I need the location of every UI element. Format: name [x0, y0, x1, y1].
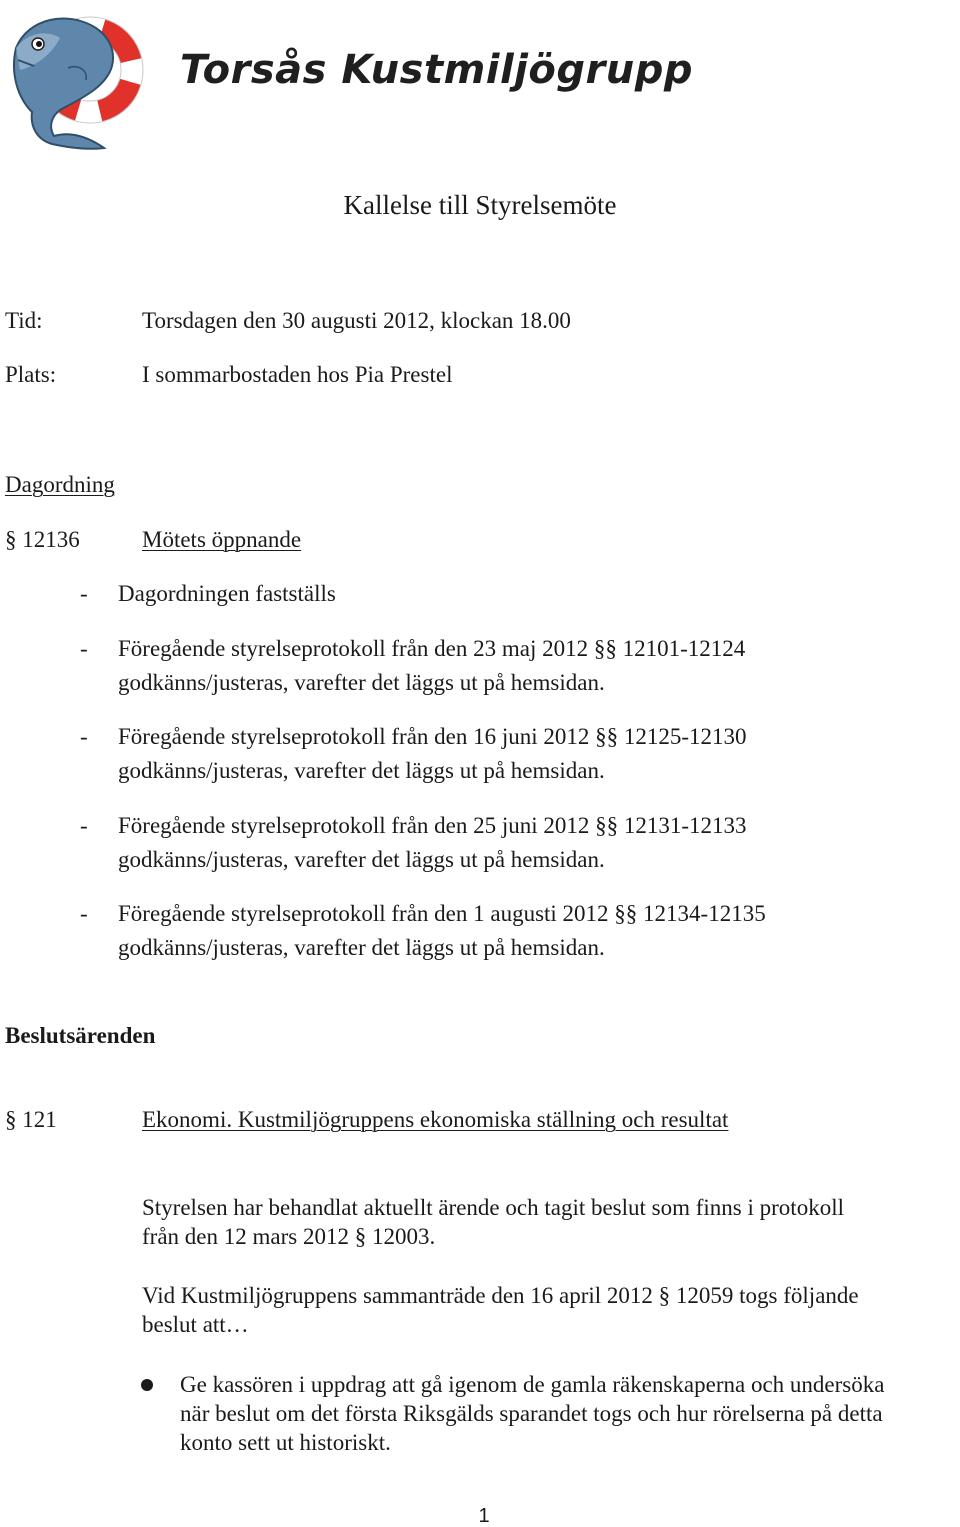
page-title: Kallelse till Styrelsemöte [343, 190, 617, 220]
list-item-continuation: godkänns/justeras, varefter det läggs ut på hemsidan. [118, 847, 605, 872]
list-item-continuation: godkänns/justeras, varefter det läggs ut på hemsidan. [118, 670, 605, 695]
agenda-opening-title: Mötets öppnande [142, 527, 302, 552]
decision-paragraph-1-continuation: från den 12 mars 2012 § 12003. [142, 1224, 436, 1249]
bullet-dot-icon [141, 1379, 153, 1391]
bullet-line: Ge kassören i uppdrag att gå igenom de gamla räkenskaperna och undersöka [180, 1372, 885, 1397]
list-item: Föregående styrelseprotokoll från den 16 juni 2012 §§ 12125-12130 [118, 724, 747, 749]
list-item: Föregående styrelseprotokoll från den 25 juni 2012 §§ 12131-12133 [118, 813, 747, 838]
org-name: Torsås Kustmiljögrupp [180, 47, 693, 93]
decision-paragraph-2-continuation: beslut att… [142, 1312, 249, 1337]
list-item: Föregående styrelseprotokoll från den 1 augusti 2012 §§ 12134-12135 [118, 901, 766, 926]
list-item-dash: - [80, 581, 88, 606]
decision-paragraph-2: Vid Kustmiljögruppens sammanträde den 16 april 2012 § 12059 togs följande [142, 1283, 859, 1308]
place-value: I sommarbostaden hos Pia Prestel [142, 362, 453, 387]
decision-paragraph-1: Styrelsen har behandlat aktuellt ärende och tagit beslut som finns i protokoll [142, 1195, 844, 1220]
place-label: Plats: [5, 362, 57, 387]
page-number: 1 [478, 1505, 490, 1527]
fish-lifebuoy-logo-icon [8, 8, 158, 156]
agenda-heading: Dagordning [5, 472, 115, 497]
time-value: Torsdagen den 30 augusti 2012, klockan 18.00 [142, 308, 571, 333]
agenda-opening-number: § 12136 [5, 527, 80, 552]
decisions-heading: Beslutsärenden [5, 1023, 156, 1048]
bullet-line: när beslut om det första Riksgälds sparandet togs och hur rörelserna på detta [180, 1401, 883, 1426]
list-item-continuation: godkänns/justeras, varefter det läggs ut på hemsidan. [118, 758, 605, 783]
time-label: Tid: [5, 308, 43, 333]
list-item: Föregående styrelseprotokoll från den 23 maj 2012 §§ 12101-12124 [118, 636, 746, 661]
list-item-dash: - [80, 636, 88, 661]
list-item-dash: - [80, 813, 88, 838]
bullet-line: konto sett ut historiskt. [180, 1430, 391, 1455]
decision-item-title: Ekonomi. Kustmiljögruppens ekonomiska ställning och resultat [142, 1107, 729, 1132]
list-item-dash: - [80, 724, 88, 749]
list-item: Dagordningen fastställs [118, 581, 336, 606]
decision-item-number: § 121 [5, 1107, 57, 1132]
list-item-continuation: godkänns/justeras, varefter det läggs ut på hemsidan. [118, 935, 605, 960]
list-item-dash: - [80, 901, 88, 926]
